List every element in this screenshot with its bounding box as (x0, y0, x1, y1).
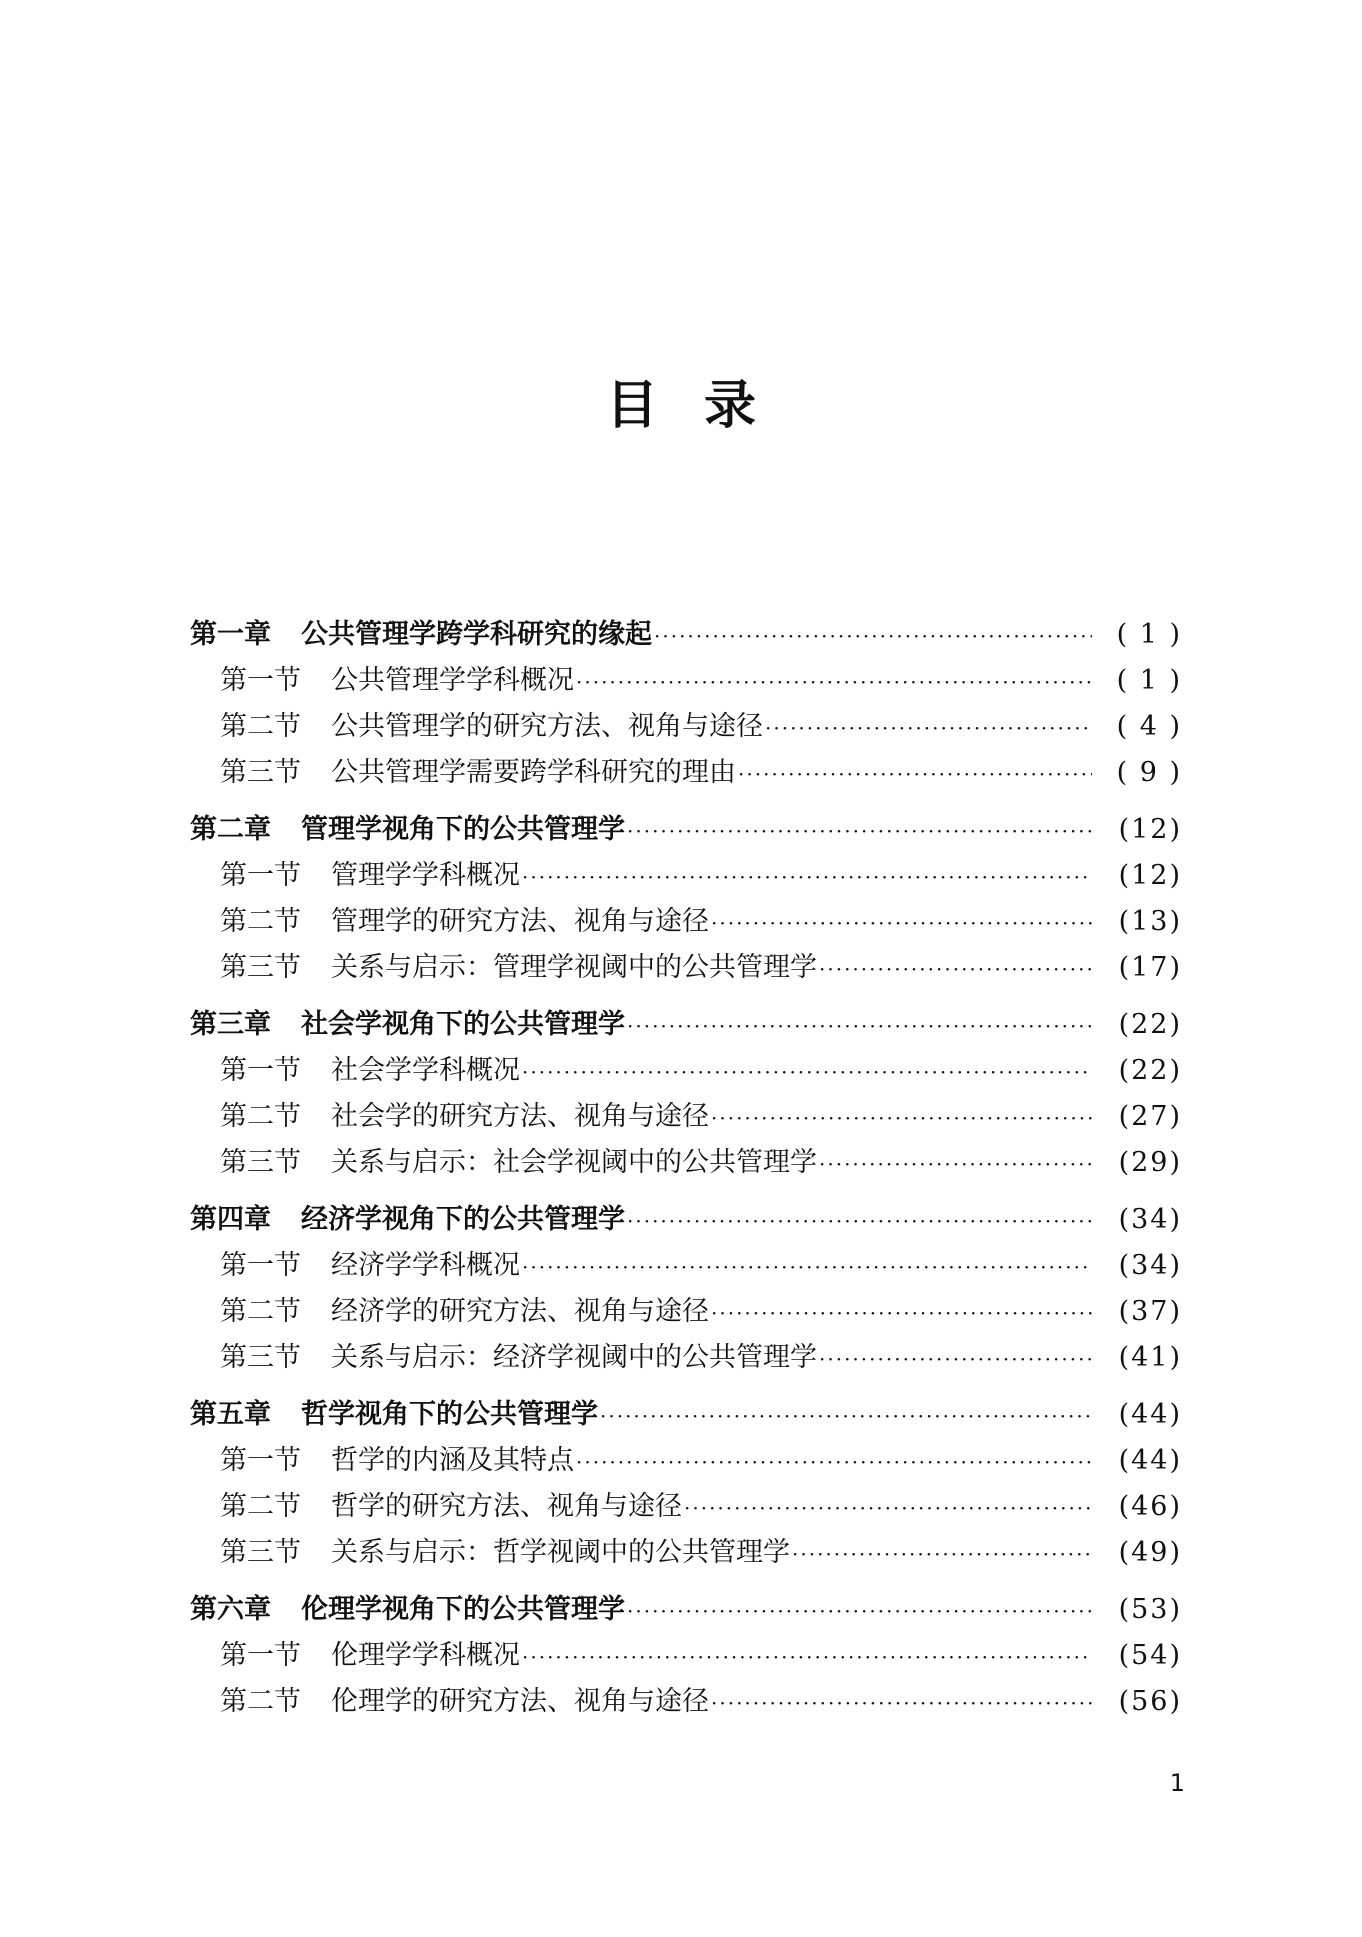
chapter-title: 管理学视角下的公共管理学 (301, 814, 625, 845)
section-entry[interactable] (190, 1140, 1182, 1186)
chapter-group (190, 807, 1182, 991)
section-title: 哲学的研究方法、视角与途径 (331, 1491, 682, 1522)
section-page-ref: (56) (1118, 1686, 1182, 1717)
section-page-ref: (41) (1118, 1342, 1182, 1373)
section-page-ref: (44) (1118, 1445, 1182, 1476)
section-page-ref: (46) (1118, 1491, 1182, 1522)
section-entry[interactable] (190, 1484, 1182, 1530)
chapter-page-ref: (22) (1118, 1009, 1182, 1040)
chapter-page-ref: (12) (1118, 814, 1182, 845)
section-label: 第三节 (220, 1537, 301, 1568)
chapter-label: 第二章 (190, 814, 271, 845)
section-entry[interactable] (190, 1633, 1182, 1679)
dot-leader (522, 1634, 1092, 1680)
section-entry[interactable] (190, 899, 1182, 945)
section-label: 第一节 (220, 1640, 301, 1671)
section-label: 第二节 (220, 1296, 301, 1327)
section-label: 第三节 (220, 952, 301, 983)
dot-leader (627, 1198, 1092, 1244)
section-page-ref: ( 9 ) (1116, 757, 1182, 788)
chapter-entry[interactable] (190, 1587, 1182, 1633)
section-title: 经济学的研究方法、视角与途径 (331, 1296, 709, 1327)
section-title: 经济学学科概况 (331, 1250, 520, 1281)
chapter-title: 社会学视角下的公共管理学 (301, 1009, 625, 1040)
section-label: 第三节 (220, 757, 301, 788)
section-entry[interactable] (190, 704, 1182, 750)
chapter-title: 公共管理学跨学科研究的缘起 (301, 619, 652, 650)
dot-leader (711, 1680, 1092, 1726)
section-page-ref: ( 4 ) (1116, 711, 1182, 742)
section-title: 社会学学科概况 (331, 1055, 520, 1086)
section-page-ref: (37) (1118, 1296, 1182, 1327)
section-page-ref: (17) (1118, 952, 1182, 983)
section-title: 社会学的研究方法、视角与途径 (331, 1101, 709, 1132)
section-label: 第一节 (220, 1250, 301, 1281)
section-label: 第二节 (220, 1101, 301, 1132)
section-title: 公共管理学需要跨学科研究的理由 (331, 757, 736, 788)
dot-leader (711, 900, 1092, 946)
dot-leader (522, 1244, 1092, 1290)
dot-leader (711, 1290, 1092, 1336)
dot-leader (738, 751, 1092, 797)
chapter-label: 第四章 (190, 1204, 271, 1235)
section-title: 关系与启示：社会学视阈中的公共管理学 (331, 1147, 817, 1178)
section-title: 哲学的内涵及其特点 (331, 1445, 574, 1476)
section-title: 伦理学学科概况 (331, 1640, 520, 1671)
dot-leader (819, 946, 1092, 992)
section-entry[interactable] (190, 945, 1182, 991)
chapter-group (190, 1392, 1182, 1576)
section-title: 关系与启示：管理学视阈中的公共管理学 (331, 952, 817, 983)
dot-leader (684, 1485, 1092, 1531)
chapter-page-ref: (44) (1118, 1399, 1182, 1430)
section-label: 第一节 (220, 1445, 301, 1476)
section-label: 第一节 (220, 665, 301, 696)
section-entry[interactable] (190, 750, 1182, 796)
section-title: 公共管理学的研究方法、视角与途径 (331, 711, 763, 742)
dot-leader (522, 1049, 1092, 1095)
chapter-entry[interactable] (190, 612, 1182, 658)
section-page-ref: (27) (1118, 1101, 1182, 1132)
section-title: 伦理学的研究方法、视角与途径 (331, 1686, 709, 1717)
section-entry[interactable] (190, 1243, 1182, 1289)
section-label: 第一节 (220, 860, 301, 891)
dot-leader (600, 1393, 1092, 1439)
chapter-group (190, 1197, 1182, 1381)
chapter-title: 哲学视角下的公共管理学 (301, 1399, 598, 1430)
dot-leader (627, 1588, 1092, 1634)
dot-leader (654, 613, 1092, 659)
section-page-ref: (54) (1118, 1640, 1182, 1671)
section-entry[interactable] (190, 1094, 1182, 1140)
section-entry[interactable] (190, 1530, 1182, 1576)
section-title: 公共管理学学科概况 (331, 665, 574, 696)
chapter-group (190, 1002, 1182, 1186)
page-title: 目录 (605, 375, 802, 436)
chapter-title: 伦理学视角下的公共管理学 (301, 1594, 625, 1625)
dot-leader (627, 808, 1092, 854)
table-of-contents (190, 612, 1182, 1736)
section-entry[interactable] (190, 1679, 1182, 1725)
section-title: 关系与启示：经济学视阈中的公共管理学 (331, 1342, 817, 1373)
dot-leader (819, 1336, 1092, 1382)
dot-leader (522, 854, 1092, 900)
section-title: 关系与启示：哲学视阈中的公共管理学 (331, 1537, 790, 1568)
dot-leader (765, 705, 1092, 751)
section-page-ref: (34) (1118, 1250, 1182, 1281)
section-label: 第二节 (220, 711, 301, 742)
section-label: 第三节 (220, 1147, 301, 1178)
dot-leader (576, 659, 1092, 705)
section-label: 第二节 (220, 906, 301, 937)
section-page-ref: ( 1 ) (1116, 665, 1182, 696)
section-title: 管理学的研究方法、视角与途径 (331, 906, 709, 937)
section-page-ref: (13) (1118, 906, 1182, 937)
section-entry[interactable] (190, 853, 1182, 899)
dot-leader (627, 1003, 1092, 1049)
chapter-group (190, 1587, 1182, 1725)
section-page-ref: (49) (1118, 1537, 1182, 1568)
chapter-label: 第三章 (190, 1009, 271, 1040)
section-entry[interactable] (190, 1289, 1182, 1335)
section-page-ref: (22) (1118, 1055, 1182, 1086)
section-label: 第一节 (220, 1055, 301, 1086)
section-entry[interactable] (190, 658, 1182, 704)
section-title: 管理学学科概况 (331, 860, 520, 891)
chapter-label: 第一章 (190, 619, 271, 650)
section-page-ref: (12) (1118, 860, 1182, 891)
chapter-page-ref: ( 1 ) (1116, 619, 1182, 650)
section-label: 第三节 (220, 1342, 301, 1373)
chapter-entry[interactable] (190, 1002, 1182, 1048)
chapter-label: 第五章 (190, 1399, 271, 1430)
dot-leader (711, 1095, 1092, 1141)
chapter-page-ref: (53) (1118, 1594, 1182, 1625)
chapter-title: 经济学视角下的公共管理学 (301, 1204, 625, 1235)
chapter-label: 第六章 (190, 1594, 271, 1625)
chapter-entry[interactable] (190, 807, 1182, 853)
section-entry[interactable] (190, 1048, 1182, 1094)
chapter-entry[interactable] (190, 1197, 1182, 1243)
section-label: 第二节 (220, 1491, 301, 1522)
chapter-entry[interactable] (190, 1392, 1182, 1438)
page-number: 1 (1169, 1769, 1185, 1797)
section-entry[interactable] (190, 1438, 1182, 1484)
section-page-ref: (29) (1118, 1147, 1182, 1178)
dot-leader (819, 1141, 1092, 1187)
chapter-page-ref: (34) (1118, 1204, 1182, 1235)
section-label: 第二节 (220, 1686, 301, 1717)
dot-leader (792, 1531, 1092, 1577)
chapter-group (190, 612, 1182, 796)
section-entry[interactable] (190, 1335, 1182, 1381)
dot-leader (576, 1439, 1092, 1485)
